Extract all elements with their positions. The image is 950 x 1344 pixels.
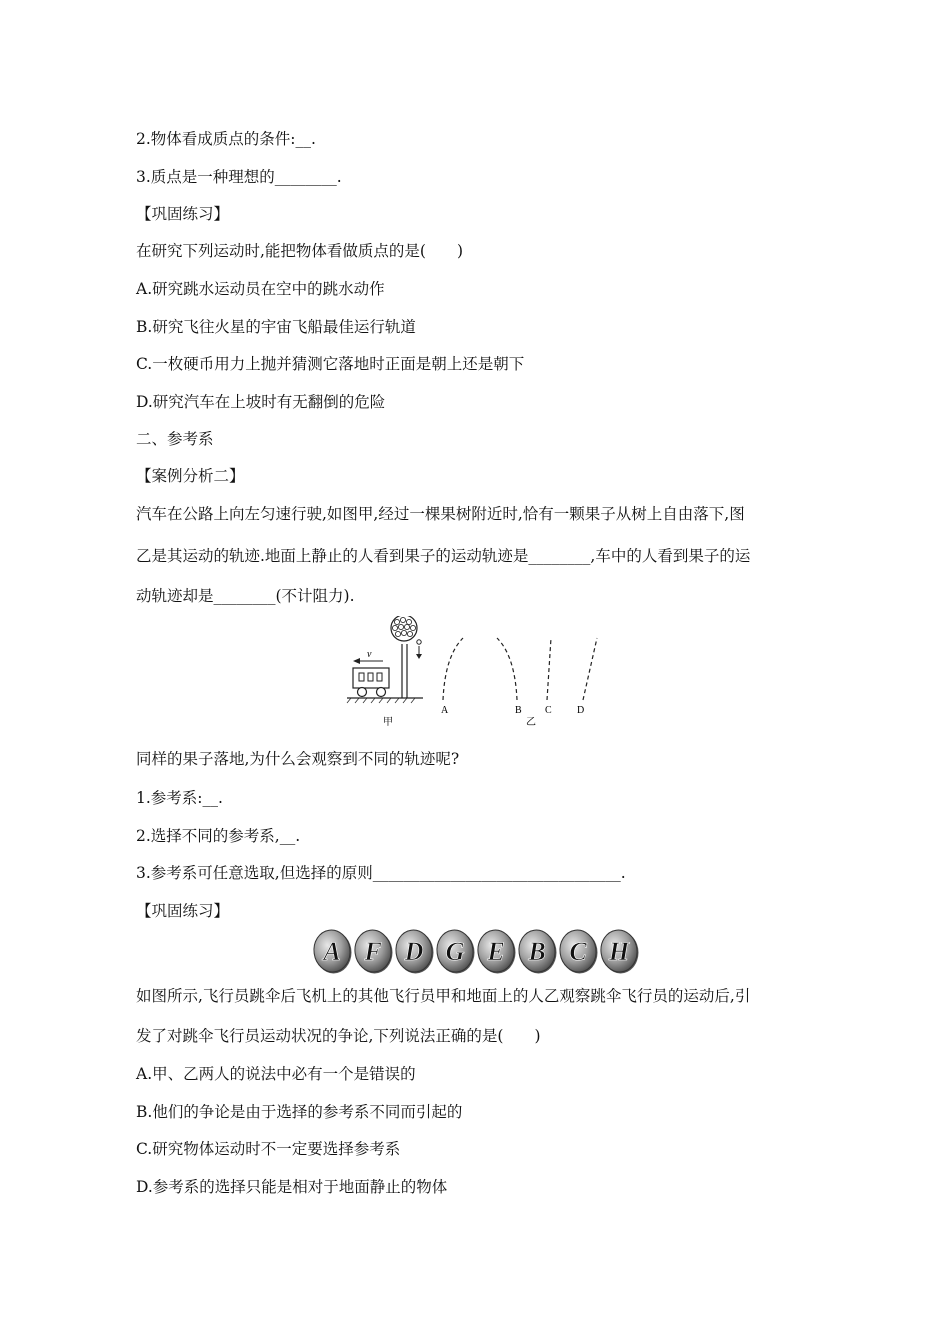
trajectory-b [497, 638, 517, 700]
option-d: D.研究汽车在上坡时有无翻倒的危险 [136, 393, 386, 411]
option-b: B.研究飞往火星的宇宙飞船最佳运行轨道 [136, 318, 416, 336]
trajectory-c [547, 638, 551, 700]
option-c: C.研究物体运动时不一定要选择参考系 [136, 1140, 401, 1158]
trajectory-a [443, 638, 463, 700]
trajectory-diagram [345, 616, 615, 728]
oval-letter: C [569, 937, 587, 966]
caption-jia: 甲 [383, 717, 393, 728]
letter-oval-b [516, 928, 557, 975]
oval-letter: E [487, 937, 505, 966]
letter-oval-g [434, 928, 475, 975]
trajectory-label-b: B [515, 705, 522, 716]
oval-letter: H [608, 937, 630, 966]
section-heading: 【巩固练习】 [136, 902, 230, 920]
oval-letter: G [445, 937, 465, 966]
paragraph-line: 如图所示,飞行员跳伞后飞机上的其他飞行员甲和地面上的人乙观察跳伞飞行员的运动后,引 [136, 987, 751, 1005]
tree-icon [391, 616, 422, 698]
paragraph-line: 发了对跳伞飞行员运动状况的争论,下列说法正确的是( ) [136, 1027, 541, 1045]
trajectory-label-c: C [545, 705, 552, 716]
car-icon [353, 668, 389, 697]
option-b: B.他们的争论是由于选择的参考系不同而引起的 [136, 1103, 463, 1121]
section-heading: 【案例分析二】 [136, 467, 245, 485]
trajectory-label-a: A [441, 705, 449, 716]
letter-ovals [312, 927, 642, 975]
oval-letter: A [323, 937, 341, 966]
option-c: C.一枚硬币用力上抛并猜测它落地时正面是朝上还是朝下 [136, 355, 525, 373]
text-line: 3.参考系可任意选取,但选择的原则________________________________. [136, 864, 626, 882]
paragraph-line: 乙是其运动的轨迹.地面上静止的人看到果子的运动轨迹是________,车中的人看到果子的运 [136, 547, 751, 565]
letter-oval-e [475, 928, 516, 975]
oval-letter: D [404, 937, 424, 966]
paragraph-line: 同样的果子落地,为什么会观察到不同的轨迹呢? [136, 750, 460, 768]
ground-hatching [347, 698, 415, 703]
text-line: 2.物体看成质点的条件:__. [136, 130, 316, 148]
caption-yi: 乙 [526, 717, 536, 728]
section-heading: 【巩固练习】 [136, 205, 230, 223]
trajectory-label-d: D [577, 705, 585, 716]
section-title: 二、参考系 [136, 430, 214, 448]
trajectory-d [583, 638, 597, 700]
paragraph-line: 动轨迹却是________(不计阻力). [136, 587, 355, 605]
text-line: 3.质点是一种理想的________. [136, 168, 342, 186]
text-line: 1.参考系:__. [136, 789, 223, 807]
question-stem: 在研究下列运动时,能把物体看做质点的是( ) [136, 242, 464, 260]
text-line: 2.选择不同的参考系,__. [136, 827, 301, 845]
oval-letter: F [364, 937, 382, 966]
trajectory-figure [345, 616, 615, 728]
paragraph-line: 汽车在公路上向左匀速行驶,如图甲,经过一棵果树附近时,恰有一颗果子从树上自由落下,图 [136, 505, 745, 523]
letter-oval-c [557, 928, 598, 975]
letter-oval-d [393, 928, 434, 975]
letter-ovals-figure [312, 927, 642, 975]
letter-oval-a [312, 928, 353, 975]
velocity-label: v [367, 649, 372, 660]
option-a: A.甲、乙两人的说法中必有一个是错误的 [136, 1065, 416, 1083]
oval-letter: B [528, 937, 546, 966]
letter-oval-h [598, 928, 639, 975]
letter-oval-f [352, 928, 393, 975]
option-a: A.研究跳水运动员在空中的跳水动作 [136, 280, 385, 298]
option-d: D.参考系的选择只能是相对于地面静止的物体 [136, 1178, 448, 1196]
